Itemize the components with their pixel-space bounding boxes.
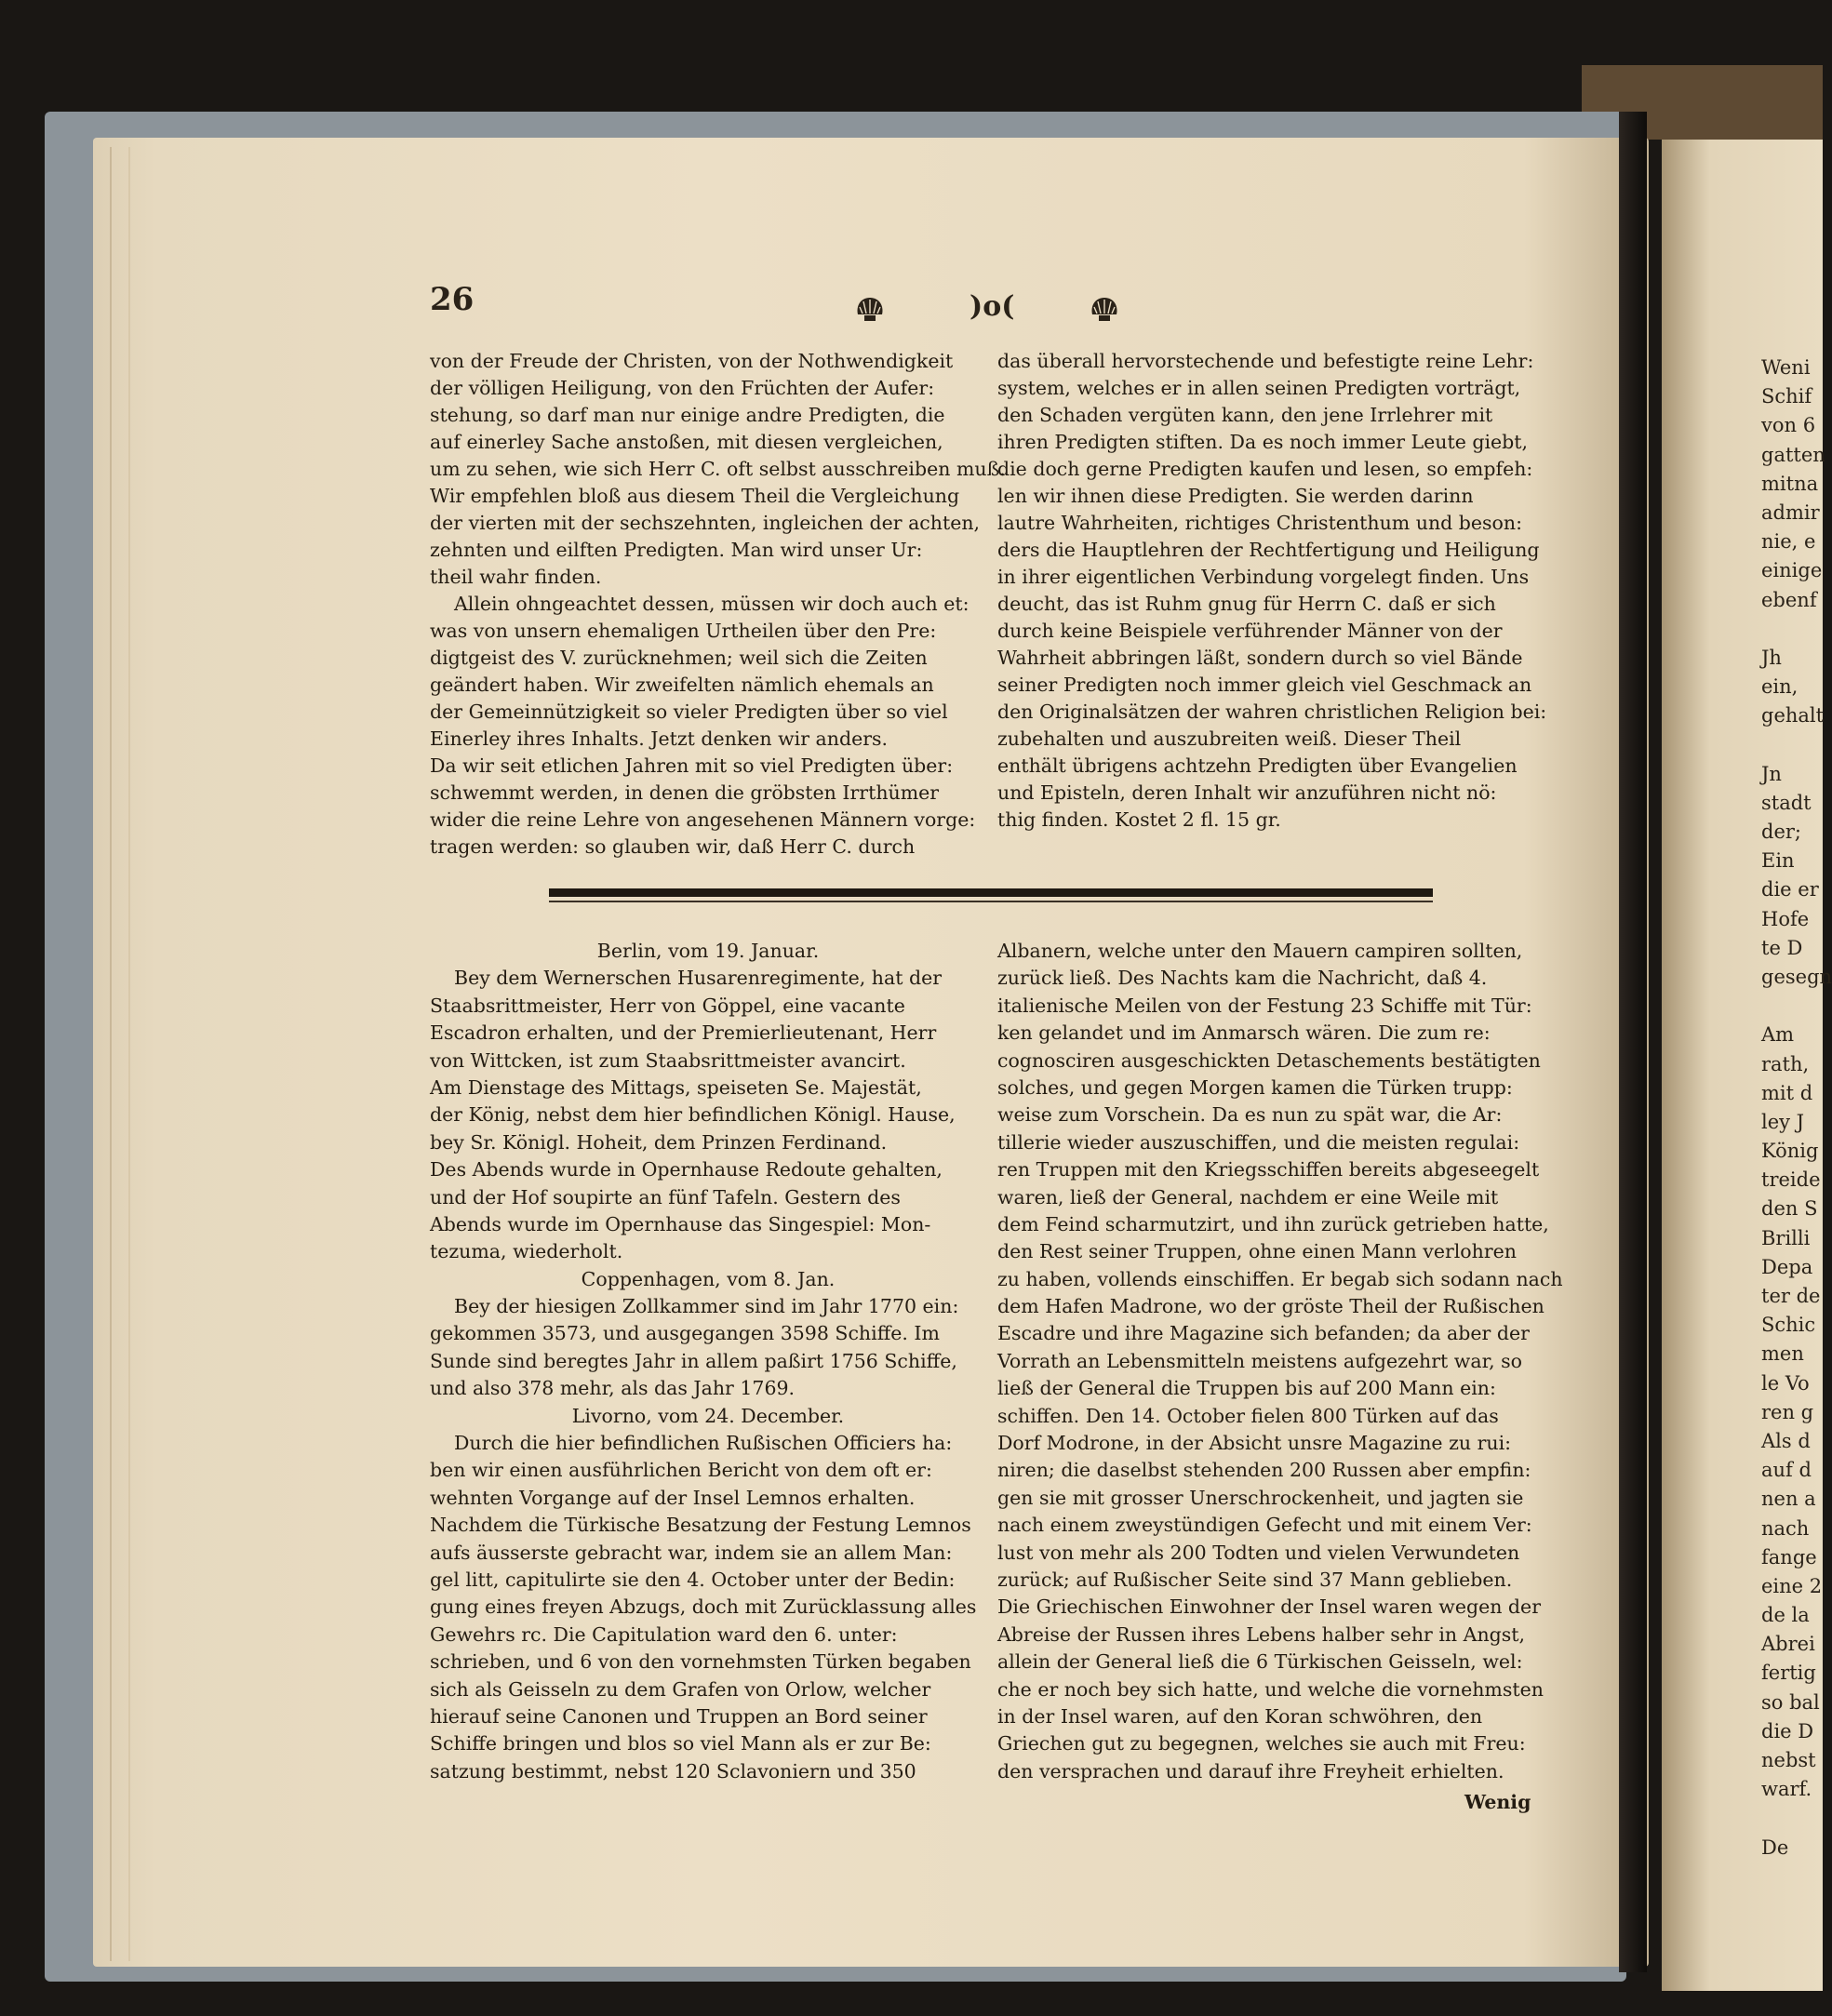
text-line: eine 2 bbox=[1761, 1574, 1823, 1597]
text-line: den Schaden vergüten kann, den jene Irrlehrer mit bbox=[997, 404, 1493, 426]
text-line: Escadre und ihre Magazine sich befanden; da aber der bbox=[997, 1322, 1530, 1345]
text-line: ter de bbox=[1761, 1285, 1821, 1307]
text-line: cognosciren ausgeschickten Detaschements bestätigten bbox=[997, 1048, 1541, 1072]
text-line: tillerie wieder auszuschiffen, und die meisten regulai: bbox=[997, 1130, 1520, 1154]
news-column-left bbox=[430, 938, 986, 1785]
text-line: König bbox=[1761, 1140, 1819, 1163]
text-line: Die Griechischen Einwohner der Insel waren wegen der bbox=[997, 1595, 1541, 1619]
text-line: in der Insel waren, auf den Koran schwöhren, den bbox=[997, 1704, 1483, 1728]
text-line: in ihrer eigentlichen Verbindung vorgelegt finden. Uns bbox=[997, 566, 1530, 588]
text-line: Staabsrittmeister, Herr von Göppel, eine vacante bbox=[430, 994, 905, 1017]
text-line: Einerley ihres Inhalts. Jetzt denken wir anders. bbox=[430, 728, 889, 750]
text-line: zurück ließ. Des Nachts kam die Nachricht, daß 4. bbox=[997, 967, 1488, 990]
text-line: die doch gerne Predigten kaufen und lesen, so empfeh: bbox=[997, 458, 1533, 480]
text-line: ließ der General die Truppen bis auf 200 Mann ein: bbox=[997, 1377, 1496, 1400]
text-line: und also 378 mehr, als das Jahr 1769. bbox=[430, 1377, 796, 1400]
review-column-left bbox=[430, 348, 1006, 861]
text-line: te D bbox=[1761, 936, 1803, 959]
text-line: ley J bbox=[1761, 1110, 1805, 1133]
text-line: von 6 bbox=[1761, 414, 1816, 437]
text-line: satzung bestimmt, nebst 120 Sclavoniern und 350 bbox=[430, 1759, 916, 1782]
text-line: den Rest seiner Truppen, ohne einen Mann verlohren bbox=[997, 1240, 1517, 1263]
text-line: rath, bbox=[1761, 1052, 1810, 1075]
text-line: gung eines freyen Abzugs, doch mit Zurücklassung alles bbox=[430, 1595, 977, 1619]
text-line: gekommen 3573, und ausgegangen 3598 Schiffe. Im bbox=[430, 1322, 940, 1345]
center-ornament: )o( bbox=[969, 290, 1015, 323]
text-line: von Wittcken, ist zum Staabsrittmeister avancirt. bbox=[430, 1048, 906, 1072]
text-line: italienische Meilen von der Festung 23 Schiffe mit Tür: bbox=[997, 994, 1532, 1017]
text-line: Da wir seit etlichen Jahren mit so viel Predigten über: bbox=[430, 754, 954, 777]
text-line: tezuma, wiederholt. bbox=[430, 1240, 623, 1263]
text-line: warf. bbox=[1761, 1778, 1812, 1801]
shell-ornament-icon bbox=[1089, 294, 1120, 326]
text-line: nach einem zweystündigen Gefecht und mit einem Ver: bbox=[997, 1514, 1532, 1537]
page-number: 26 bbox=[430, 281, 475, 318]
text-line: admir bbox=[1761, 501, 1820, 524]
text-line: geändert haben. Wir zweifelten nämlich ehemals an bbox=[430, 674, 934, 696]
text-line: mitna bbox=[1761, 472, 1819, 495]
text-line: sich als Geisseln zu dem Grafen von Orlow, welcher bbox=[430, 1677, 931, 1701]
text-line: Hofe bbox=[1761, 907, 1810, 930]
text-line: und der Hof soupirte an fünf Tafeln. Gestern des bbox=[430, 1185, 901, 1208]
section-divider bbox=[549, 888, 1433, 897]
catchword: Wenig bbox=[1464, 1791, 1531, 1813]
text-line: bey Sr. Königl. Hoheit, dem Prinzen Ferdinand. bbox=[430, 1130, 888, 1154]
text-line: Sunde sind beregtes Jahr in allem paßirt 1756 Schiffe, bbox=[430, 1349, 957, 1372]
text-line: solches, und gegen Morgen kamen die Türken trupp: bbox=[997, 1075, 1513, 1099]
text-line: seiner Predigten noch immer gleich viel Geschmack an bbox=[997, 674, 1532, 696]
text-line: ben wir einen ausführlichen Bericht von dem oft er: bbox=[430, 1459, 932, 1482]
text-line: auf einerley Sache anstoßen, mit diesen vergleichen, bbox=[430, 431, 943, 453]
text-line: fertig bbox=[1761, 1662, 1816, 1685]
text-line: auf d bbox=[1761, 1459, 1812, 1482]
text-line: stehung, so darf man nur einige andre Predigten, die bbox=[430, 404, 945, 426]
text-line: Depa bbox=[1761, 1255, 1813, 1278]
text-line: Abreise der Russen ihres Lebens halber sehr in Angst, bbox=[997, 1622, 1526, 1646]
text-line: Schif bbox=[1761, 385, 1812, 408]
text-line: um zu sehen, wie sich Herr C. oft selbst ausschreiben muß. bbox=[430, 458, 1006, 480]
text-line: der Gemeinnützigkeit so vieler Predigten über so viel bbox=[430, 701, 948, 723]
text-line: gel litt, capitulirte sie den 4. October unter der Bedin: bbox=[430, 1568, 956, 1591]
text-line: gen sie mit grosser Unerschrockenheit, und jagten sie bbox=[997, 1486, 1524, 1509]
text-line: Bey dem Wernerschen Husarenregimente, hat der bbox=[454, 967, 943, 990]
text-line: Wahrheit abbringen läßt, sondern durch so viel Bände bbox=[997, 647, 1523, 669]
text-line: wider die reine Lehre von angesehenen Männern vorge: bbox=[430, 808, 976, 831]
text-line: Weni bbox=[1761, 356, 1811, 379]
text-line: fange bbox=[1761, 1545, 1817, 1569]
book-gutter bbox=[1619, 112, 1647, 1972]
text-line: nebst bbox=[1761, 1749, 1816, 1771]
text-line: ren g bbox=[1761, 1400, 1814, 1423]
text-line: schiffen. Den 14. October fielen 800 Türken auf das bbox=[997, 1404, 1499, 1427]
text-line: nie, e bbox=[1761, 530, 1816, 554]
text-line: Durch die hier befindlichen Rußischen Officiers ha: bbox=[454, 1432, 953, 1455]
text-line bbox=[1761, 1804, 1823, 1833]
text-line: Am bbox=[1761, 1023, 1795, 1047]
text-line: mit d bbox=[1761, 1081, 1813, 1104]
text-line: waren, ließ der General, nachdem er eine Weile mit bbox=[997, 1185, 1499, 1208]
text-line: De bbox=[1761, 1836, 1789, 1859]
text-line: Escadron erhalten, und der Premierlieutenant, Herr bbox=[430, 1021, 937, 1045]
text-line: tragen werden: so glauben wir, daß Herr C. durch bbox=[430, 835, 916, 858]
text-line bbox=[1761, 730, 1823, 759]
text-line: Allein ohngeachtet dessen, müssen wir doch auch et: bbox=[454, 593, 969, 615]
text-line: zurück; auf Rußischer Seite sind 37 Mann geblieben. bbox=[997, 1568, 1513, 1591]
text-line: thig finden. Kostet 2 fl. 15 gr. bbox=[997, 808, 1281, 831]
text-line: len wir ihnen diese Predigten. Sie werden darinn bbox=[997, 485, 1474, 507]
text-line: Am Dienstage des Mittags, speiseten Se. Majestät, bbox=[430, 1075, 922, 1099]
text-line: Livorno, vom 24. December. bbox=[571, 1404, 845, 1427]
text-line: gatten bbox=[1761, 443, 1825, 466]
text-line: Jh bbox=[1761, 646, 1782, 669]
page-edges bbox=[110, 147, 130, 1961]
text-line: Bey der hiesigen Zollkammer sind im Jahr 1770 ein: bbox=[454, 1295, 959, 1318]
text-line: ihren Predigten stiften. Da es noch immer Leute giebt, bbox=[997, 431, 1529, 453]
text-line: enthält übrigens achtzehn Predigten über Evangelien bbox=[997, 754, 1518, 777]
news-column-right bbox=[997, 938, 1563, 1785]
text-line: und Episteln, deren Inhalt wir anzuführen nicht nö: bbox=[997, 781, 1497, 804]
text-line: nach bbox=[1761, 1516, 1810, 1540]
text-line: Berlin, vom 19. Januar. bbox=[596, 940, 820, 962]
text-line: Brilli bbox=[1761, 1226, 1811, 1249]
text-line: Gewehrs rc. Die Capitulation ward den 6. unter: bbox=[430, 1622, 898, 1646]
text-line: theil wahr finden. bbox=[430, 566, 602, 588]
text-line: stadt bbox=[1761, 791, 1812, 814]
text-line: ein, bbox=[1761, 675, 1799, 699]
text-line: dem Feind scharmutzirt, und ihn zurück getrieben hatte, bbox=[997, 1212, 1549, 1235]
text-line: Albanern, welche unter den Mauern campiren sollten, bbox=[997, 940, 1523, 962]
text-line: ken gelandet und im Anmarsch wären. Die zum re: bbox=[997, 1021, 1491, 1045]
text-line: Abends wurde im Opernhause das Singespiel: Mon- bbox=[430, 1212, 931, 1235]
text-line: deucht, das ist Ruhm gnug für Herrn C. daß er sich bbox=[997, 593, 1496, 615]
review-column-right bbox=[997, 348, 1548, 834]
text-line: durch keine Beispiele verführender Männer von der bbox=[997, 620, 1503, 642]
text-line: ebenf bbox=[1761, 588, 1817, 611]
text-line: allein der General ließ die 6 Türkischen Geisseln, wel: bbox=[997, 1650, 1523, 1674]
text-line: ren Truppen mit den Kriegsschiffen bereits abgeseegelt bbox=[997, 1158, 1540, 1182]
text-line: hierauf seine Canonen und Truppen an Bord seiner bbox=[430, 1704, 928, 1728]
text-line: Abrei bbox=[1761, 1633, 1815, 1656]
text-line: wehnten Vorgange auf der Insel Lemnos erhalten. bbox=[430, 1486, 916, 1509]
text-line: zu haben, vollends einschiffen. Er begab sich sodann nach bbox=[997, 1267, 1563, 1290]
shell-ornament-icon bbox=[854, 294, 886, 326]
text-line: aufs äusserste gebracht war, indem sie an allem Man: bbox=[430, 1541, 953, 1564]
text-line: Griechen gut zu begegnen, welches sie auch mit Freu: bbox=[997, 1732, 1526, 1756]
text-line: che er noch bey sich hatte, und welche die vornehmsten bbox=[997, 1677, 1544, 1701]
text-line: von der Freude der Christen, von der Nothwendigkeit bbox=[430, 350, 954, 372]
text-line: zehnten und eilften Predigten. Man wird unser Ur: bbox=[430, 539, 923, 561]
text-line: Coppenhagen, vom 8. Jan. bbox=[581, 1267, 836, 1290]
text-line: lautre Wahrheiten, richtiges Christenthum und beson: bbox=[997, 512, 1523, 534]
text-line: weise zum Vorschein. Da es nun zu spät war, die Ar: bbox=[997, 1103, 1503, 1127]
text-line bbox=[1761, 992, 1823, 1021]
text-line: das überall hervorstechende und befestigte reine Lehr: bbox=[997, 350, 1534, 372]
text-line: Schiffe bringen und blos so viel Mann als er zur Be: bbox=[430, 1732, 931, 1756]
text-line: niren; die daselbst stehenden 200 Russen aber empfin: bbox=[997, 1459, 1531, 1482]
text-line: zubehalten und auszubreiten weiß. Dieser Theil bbox=[997, 728, 1462, 750]
right-page-text bbox=[1761, 354, 1832, 1862]
text-line: lust von mehr als 200 Todten und vielen Verwundeten bbox=[997, 1541, 1520, 1564]
text-line: le Vo bbox=[1761, 1371, 1810, 1395]
text-line: Ein bbox=[1761, 849, 1795, 873]
text-line: Dorf Modrone, in der Absicht unsre Magazine zu rui: bbox=[997, 1432, 1512, 1455]
text-line: Vorrath an Lebensmitteln meistens aufgezehrt war, so bbox=[997, 1349, 1523, 1372]
text-line: Schic bbox=[1761, 1314, 1816, 1337]
text-line: die er bbox=[1761, 878, 1819, 901]
text-line: den S bbox=[1761, 1197, 1818, 1221]
text-line: der vierten mit der sechszehnten, ingleichen der achten, bbox=[430, 512, 981, 534]
text-line: einige bbox=[1761, 559, 1823, 582]
text-line: ders die Hauptlehren der Rechtfertigung und Heiligung bbox=[997, 539, 1540, 561]
text-line: nen a bbox=[1761, 1488, 1816, 1511]
text-line: den Originalsätzen der wahren christlichen Religion bei: bbox=[997, 701, 1547, 723]
text-line: treide bbox=[1761, 1168, 1821, 1192]
text-line: Als d bbox=[1761, 1429, 1811, 1452]
text-line: digtgeist des V. zurücknehmen; weil sich die Zeiten bbox=[430, 647, 928, 669]
section-divider-thin bbox=[549, 901, 1433, 902]
text-line: Des Abends wurde in Opernhause Redoute gehalten, bbox=[430, 1158, 943, 1182]
text-line: Jn bbox=[1761, 762, 1782, 785]
text-line: der völligen Heiligung, von den Früchten der Aufer: bbox=[430, 377, 935, 399]
text-line: Wir empfehlen bloß aus diesem Theil die Vergleichung bbox=[430, 485, 960, 507]
text-line: gesegn bbox=[1761, 965, 1832, 988]
text-line: die D bbox=[1761, 1719, 1814, 1742]
text-line: was von unsern ehemaligen Urtheilen über den Pre: bbox=[430, 620, 937, 642]
text-line: gehalt bbox=[1761, 704, 1825, 728]
text-line: men bbox=[1761, 1342, 1804, 1366]
text-line: den versprachen und darauf ihre Freyheit erhielten. bbox=[997, 1759, 1504, 1782]
text-line: schrieben, und 6 von den vornehmsten Türken begaben bbox=[430, 1650, 971, 1674]
text-line: dem Hafen Madrone, wo der gröste Theil der Rußischen bbox=[997, 1295, 1544, 1318]
text-line: schwemmt werden, in denen die gröbsten Irrthümer bbox=[430, 781, 940, 804]
text-line: Nachdem die Türkische Besatzung der Festung Lemnos bbox=[430, 1514, 971, 1537]
text-line: der König, nebst dem hier befindlichen Königl. Hause, bbox=[430, 1103, 956, 1127]
text-line bbox=[1761, 615, 1823, 644]
text-line: system, welches er in allen seinen Predigten vorträgt, bbox=[997, 377, 1521, 399]
text-line: so bal bbox=[1761, 1690, 1820, 1714]
text-line: de la bbox=[1761, 1604, 1810, 1627]
text-line: der; bbox=[1761, 821, 1801, 843]
